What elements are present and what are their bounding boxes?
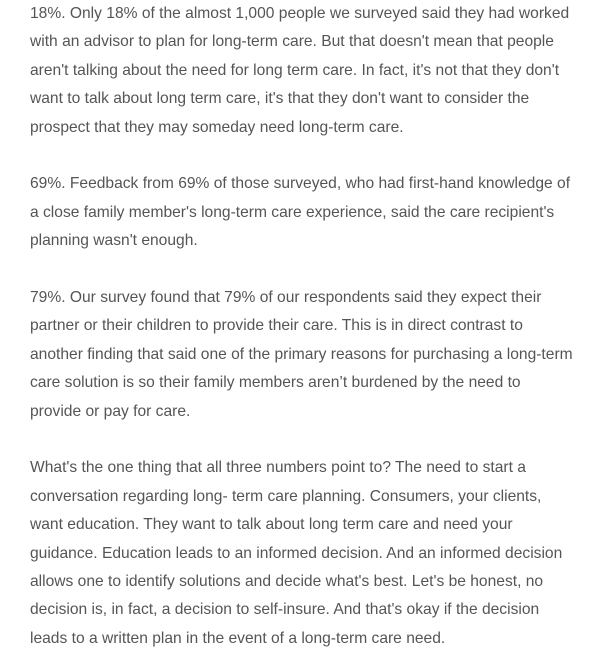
paragraph-conclusion: What's the one thing that all three numbers point to? The need to start a conversation regarding long- term care planning. Consumers, your clients, want education. They want to talk about long term care and need your guidance. Education leads to an informed decision. And an informed decision allows one to identify solutions and decide what's best. Let's be honest, no decision is, in fact, a decision to self-insure. And that's okay if the decision leads to a written plan in the event of a long-term care need. [30,459,563,647]
article-body [30,0,575,653]
paragraph-69-percent: 69%. Feedback from 69% of those surveyed, who had first-hand knowledge of a close family member's long-term care experience, said the care recipient's planning wasn't enough. [30,175,571,250]
paragraph-18-percent: 18%. Only 18% of the almost 1,000 people we surveyed said they had worked with an advisor to plan for long-term care. But that doesn't mean that people aren't talking about the need for long term care. In fact, it's not that they don't want to talk about long term care, it's that they don't want to consider the prospect that they may someday need long-term care. [30,5,570,136]
paragraph-79-percent: 79%. Our survey found that 79% of our respondents said they expect their partner or their children to provide their care. This is in direct contrast to another finding that said one of the primary reasons for purchasing a long-term care solution is so their family members aren’t burdened by the need to provide or pay for care. [30,289,573,420]
